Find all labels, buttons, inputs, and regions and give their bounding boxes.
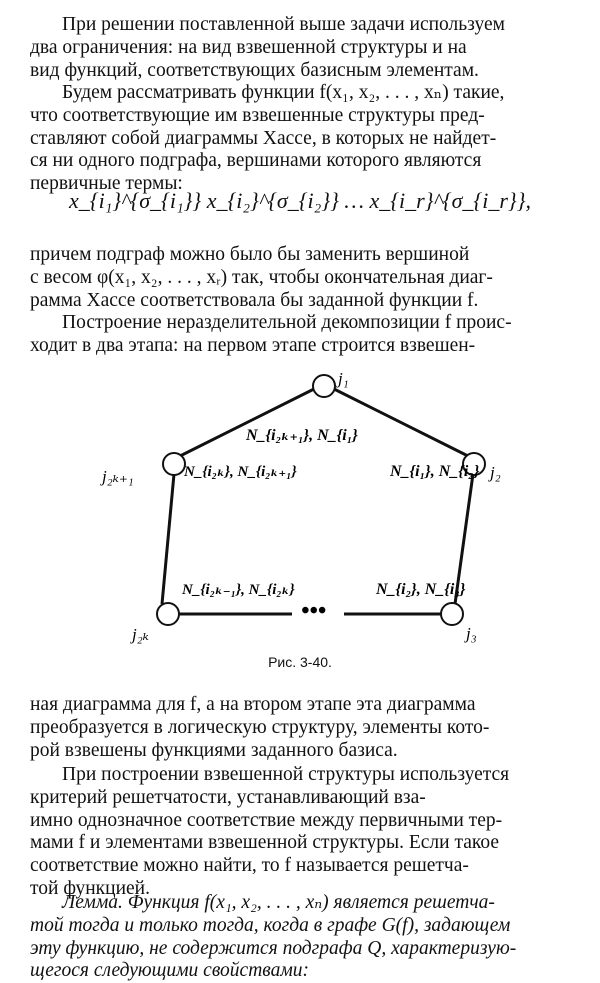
text-line: ставляют собой диаграммы Хассе, в которых не найдет- bbox=[30, 127, 497, 149]
text-line: ная диаграмма для f, а на втором этапе эта диаграмма bbox=[30, 694, 476, 715]
text-line: причем подграф можно было бы заменить вершиной bbox=[30, 244, 470, 265]
text-line: ся ни одного подграфа, вершинами которого являются bbox=[30, 150, 482, 172]
hasse-diagram-figure bbox=[0, 360, 600, 650]
edge-label-top: N_{i₂ₖ₊₁}, N_{i₁} bbox=[246, 427, 358, 444]
text-line: той функцией. bbox=[30, 877, 150, 899]
label-j3: j₃ bbox=[466, 624, 477, 643]
node-j3 bbox=[441, 603, 463, 625]
text-line: что соответствующие им взвешенные структуры пред- bbox=[30, 104, 485, 126]
text-line: При решении поставленной выше задачи используем bbox=[62, 14, 505, 35]
edge-ellipsis: ••• bbox=[301, 598, 327, 624]
paragraph-5 bbox=[30, 694, 578, 762]
formula-primary-terms: x_{i₁}^{σ_{i₁}} x_{i₂}^{σ_{i₂}} … x_{i_r}^{σ_{i_r}}, bbox=[69, 188, 531, 213]
text-line: Будем рассматривать функции f(x₁, x₂, . . . , xₙ) такие, bbox=[62, 82, 505, 103]
text-line: вид функций, соответствующих базисным элементам. bbox=[30, 59, 479, 81]
node-j1 bbox=[313, 375, 335, 397]
edge-left bbox=[162, 474, 174, 604]
text-line: преобразуется в логическую структуру, элементы кото- bbox=[30, 716, 490, 738]
text-line: При построении взвешенной структуры используется bbox=[62, 764, 510, 785]
text-line: той тогда и только тогда, когда в графе G(f), задающем bbox=[30, 914, 511, 936]
edge-top-right bbox=[330, 387, 470, 457]
label-j2k1: j₂ₖ₊₁ bbox=[102, 467, 134, 486]
edge-label-bottom-right: N_{i₂}, N_{i₃} bbox=[376, 581, 466, 598]
node-j2k bbox=[157, 603, 179, 625]
edge-top-left bbox=[178, 387, 318, 457]
text-line: с весом φ(x₁, x₂, . . . , xᵣ) так, чтобы окончательная диаг- bbox=[30, 266, 493, 288]
paragraph-3 bbox=[30, 244, 578, 312]
paragraph-4 bbox=[30, 312, 578, 358]
paragraph-lemma bbox=[30, 892, 578, 983]
text-line: рамма Хассе соответствовала бы заданной функции f. bbox=[30, 289, 479, 311]
label-j2: j₂ bbox=[490, 463, 501, 482]
edge-label-left: N_{i₂ₖ}, N_{i₂ₖ₊₁} bbox=[184, 464, 297, 480]
text-line: Построение неразделительной декомпозиции f проис- bbox=[62, 312, 512, 333]
edge-label-right: N_{i₁}, N_{i₂} bbox=[390, 463, 480, 480]
text-line: ходит в два этапа: на первом этапе строится взвешен- bbox=[30, 334, 476, 356]
node-j2k1 bbox=[163, 453, 185, 475]
label-j2k: j₂ₖ bbox=[132, 625, 149, 644]
text-line: соответствие можно найти, то f называется решетча- bbox=[30, 855, 469, 877]
text-line: эту функцию, не содержится подграфа Q, характеризую- bbox=[30, 937, 517, 959]
text-line: два ограничения: на вид взвешенной структуры и на bbox=[30, 36, 467, 58]
text-line: мами f и элементами взвешенной структуры. Если такое bbox=[30, 832, 499, 854]
edge-label-bottom-left: N_{i₂ₖ₋₁}, N_{i₂ₖ} bbox=[182, 582, 295, 598]
text-line: имно однозначное соответствие между первичными тер- bbox=[30, 809, 503, 831]
label-j1: j₁ bbox=[338, 369, 349, 388]
text-line: щегося следующими свойствами: bbox=[30, 960, 310, 982]
paragraph-1 bbox=[30, 14, 578, 82]
text-line: рой взвешены функциями заданного базиса. bbox=[30, 739, 398, 761]
paragraph-2 bbox=[30, 82, 578, 196]
text-line: Лемма. Функция f(x₁, x₂, . . . , xₙ) является решетча- bbox=[62, 892, 495, 913]
text-line: критерий решетчатости, устанавливающий вза- bbox=[30, 786, 426, 808]
text-line: первичные термы: bbox=[30, 173, 183, 195]
figure-caption: Рис. 3-40. bbox=[268, 654, 332, 670]
paragraph-6 bbox=[30, 764, 578, 901]
